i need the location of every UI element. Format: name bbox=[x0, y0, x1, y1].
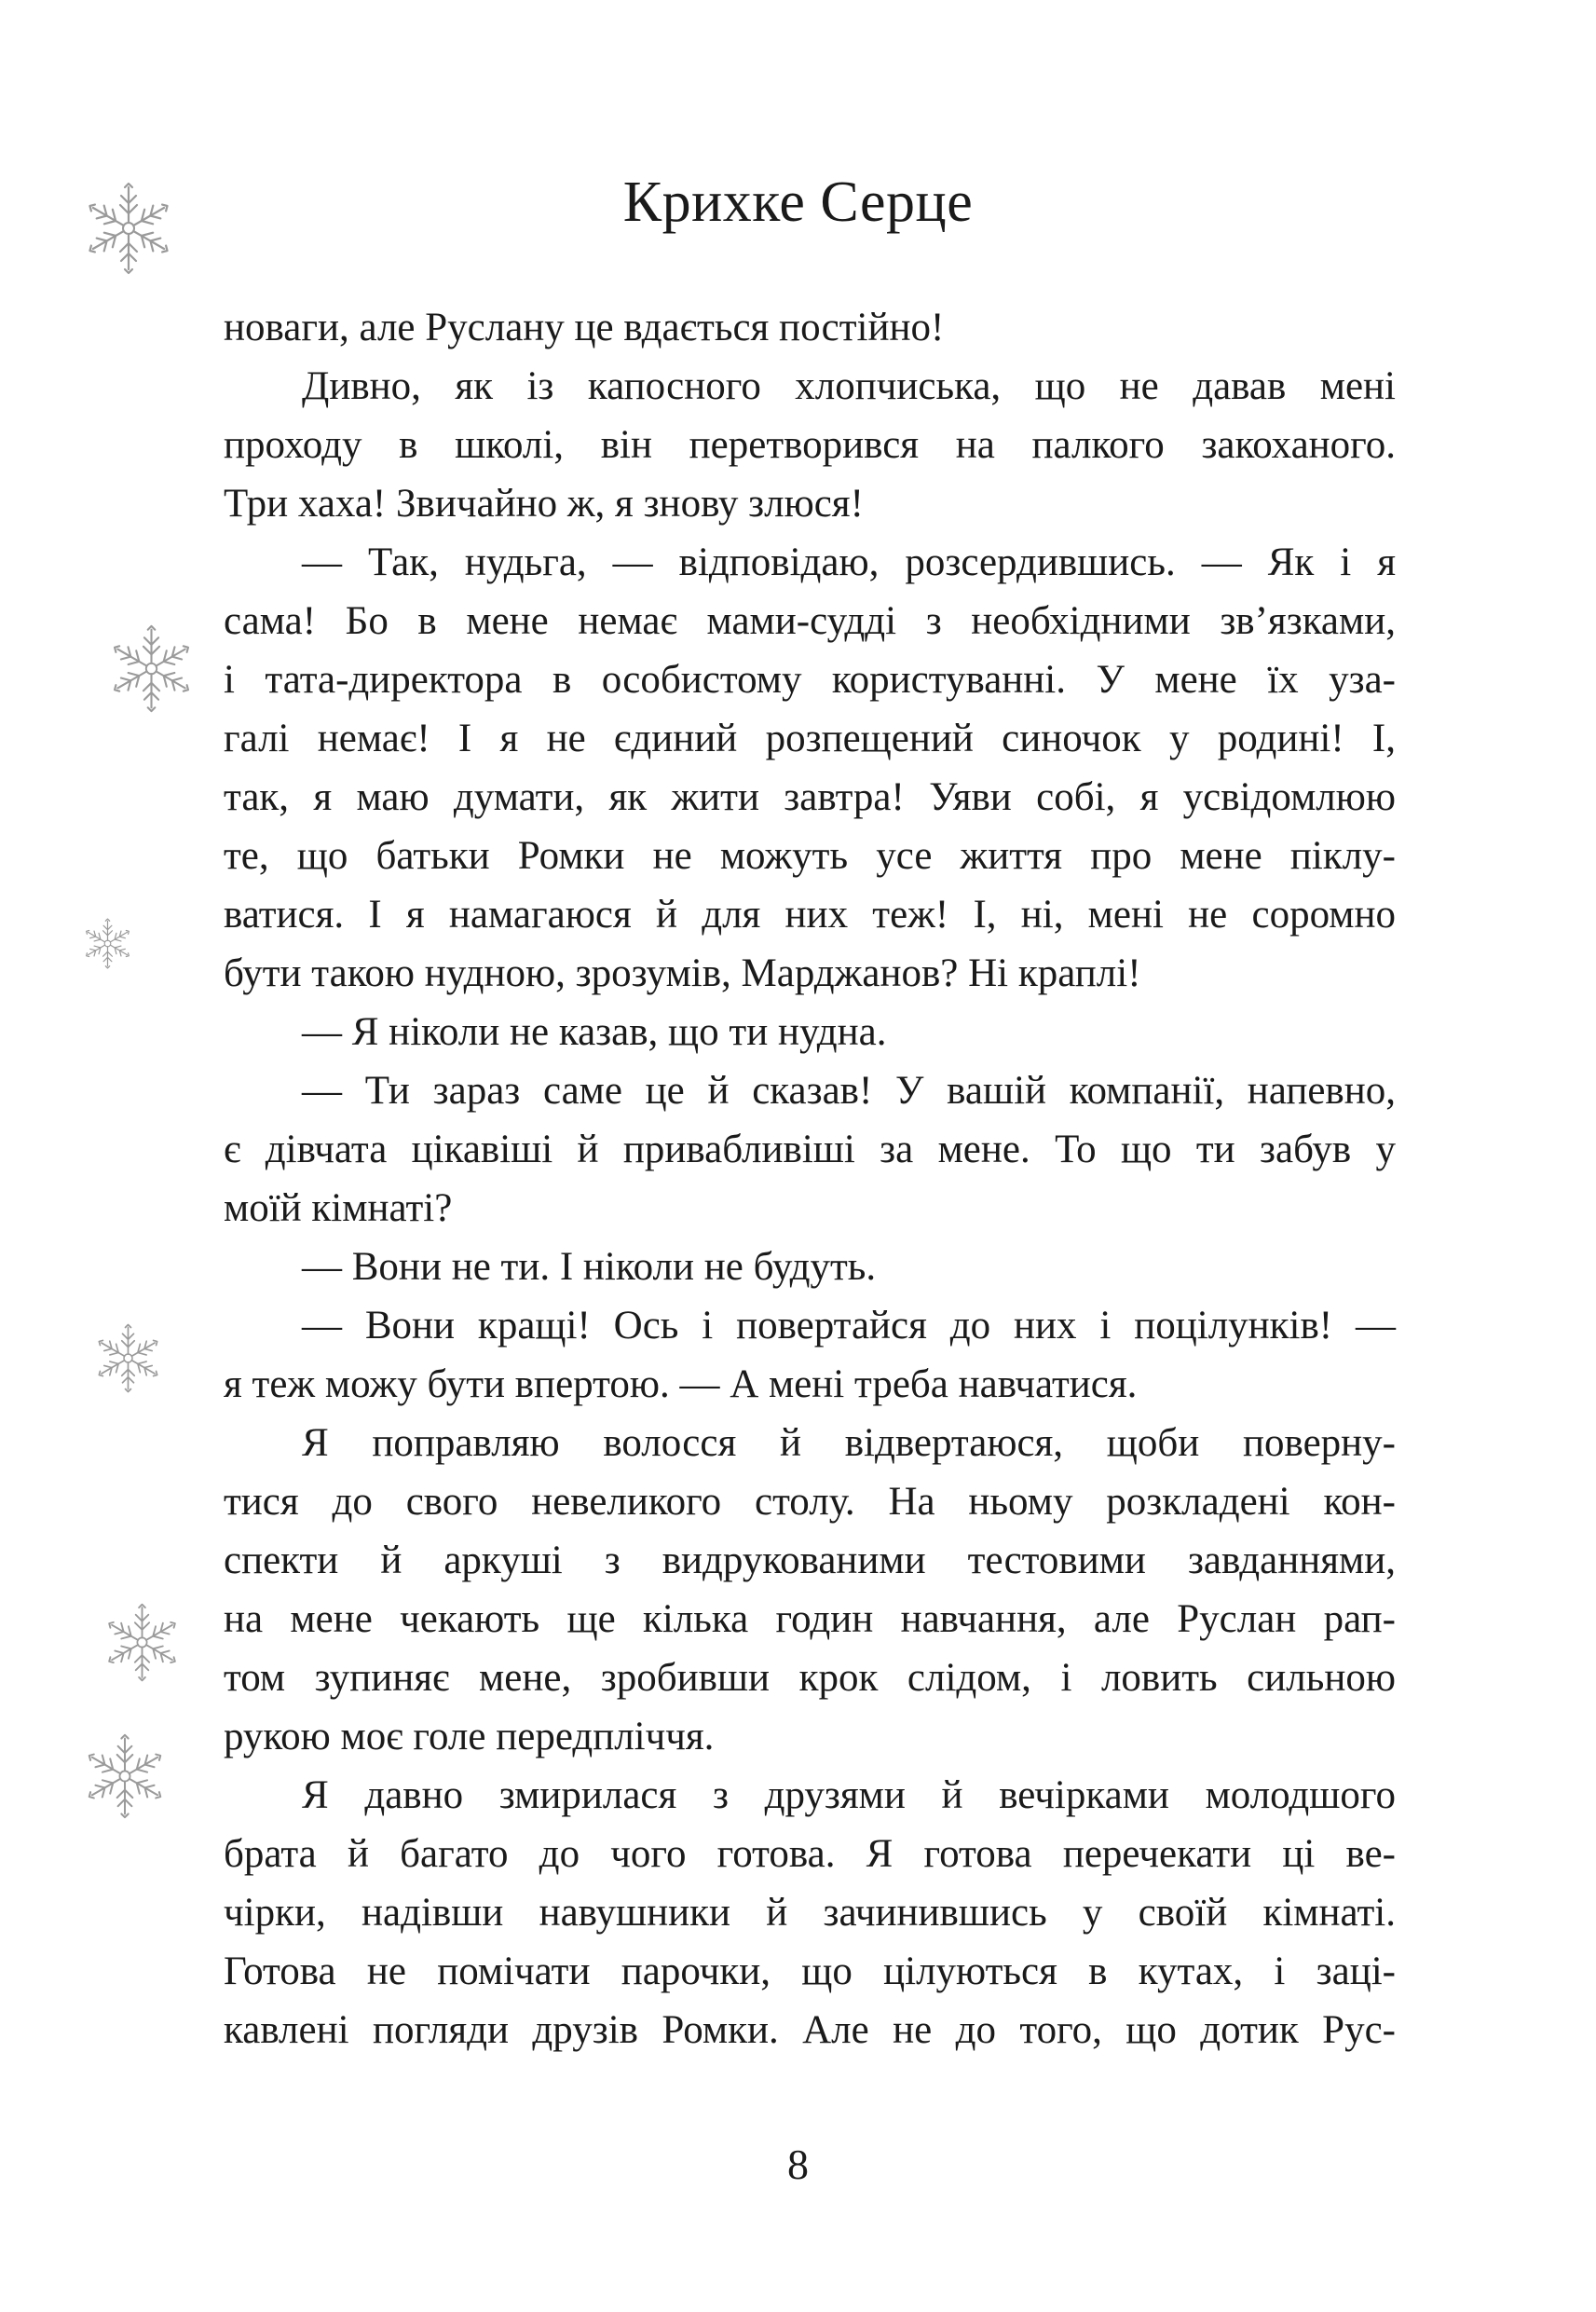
text-line: — Так, нудьга, — відповідаю, розсердившись. — Як і я bbox=[302, 540, 1396, 584]
text-line: кавлені погляди друзів Ромки. Але не до того, що дотик Рус- bbox=[224, 2008, 1396, 2052]
snowflake-icon bbox=[82, 1733, 168, 1819]
page-number: 8 bbox=[787, 2141, 809, 2188]
page-title: Крихке Серце bbox=[622, 171, 974, 234]
text-line: — Вони не ти. І ніколи не будуть. bbox=[302, 1245, 877, 1289]
text-line: новаги, але Руслану це вдається постійно! bbox=[224, 306, 945, 349]
text-line: том зупиняє мене, зробивши крок слідом, і ловить сильною bbox=[224, 1656, 1396, 1700]
text-line: і тата-директора в особистому користуванні. У мене їх уза- bbox=[224, 658, 1396, 702]
snowflake-icon bbox=[82, 182, 175, 275]
snowflake-icon bbox=[82, 918, 133, 969]
text-line: Дивно, як із капосного хлопчиська, що не давав мені bbox=[302, 364, 1396, 408]
text-line: тися до свого невеликого столу. На ньому розкладені кон- bbox=[224, 1480, 1396, 1524]
text-line: — Вони кращі! Ось і повертайся до них і поцілунків! — bbox=[302, 1304, 1396, 1348]
text-line: ватися. І я намагаюся й для них теж! І, ні, мені не соромно bbox=[224, 893, 1396, 937]
snowflake-icon bbox=[102, 1603, 182, 1682]
text-line: я теж можу бути впертою. — А мені треба навчатися. bbox=[224, 1362, 1138, 1406]
text-line: те, що батьки Ромки не можуть усе життя про мене піклу- bbox=[224, 834, 1396, 878]
text-line: так, я маю думати, як жити завтра! Уяви собі, я усвідомлюю bbox=[224, 775, 1396, 819]
text-line: моїй кімнаті? bbox=[224, 1186, 453, 1230]
text-line: — Ти зараз саме це й сказав! У вашій компанії, напевно, bbox=[302, 1069, 1396, 1113]
text-line: бути такою нудною, зрозумів, Марджанов? Ні краплі! bbox=[224, 951, 1141, 995]
text-line: Три хаха! Звичайно ж, я знову злюся! bbox=[224, 482, 864, 526]
text-line: спекти й аркуші з видрукованими тестовими завданнями, bbox=[224, 1539, 1396, 1582]
body-text bbox=[224, 298, 1396, 2059]
snowflake-icon bbox=[107, 624, 196, 713]
text-line: Я поправляю волосся й відвертаюся, щоби поверну- bbox=[302, 1421, 1396, 1465]
text-line: чірки, надівши навушники й зачинившись у своїй кімнаті. bbox=[224, 1891, 1396, 1935]
text-line: Готова не помічати парочки, що цілуються в кутах, і заці- bbox=[224, 1949, 1396, 1993]
text-line: брата й багато до чого готова. Я готова перечекати ці ве- bbox=[224, 1832, 1396, 1876]
text-line: проходу в школі, він перетворився на палкого закоханого. bbox=[224, 423, 1396, 467]
text-line: — Я ніколи не казав, що ти нудна. bbox=[302, 1010, 887, 1054]
text-line: сама! Бо в мене немає мами-судді з необхідними зв’язками, bbox=[224, 599, 1396, 643]
text-line: Я давно змирилася з друзями й вечірками молодшого bbox=[302, 1773, 1396, 1817]
text-line: галі немає! І я не єдиний розпещений синочок у родині! І, bbox=[224, 717, 1396, 760]
snowflake-icon bbox=[93, 1323, 163, 1393]
text-line: є дівчата цікавіші й привабливіші за мене. То що ти забув у bbox=[224, 1128, 1396, 1171]
text-line: на мене чекають ще кілька годин навчання, але Руслан рап- bbox=[224, 1597, 1396, 1641]
text-line: рукою моє голе передпліччя. bbox=[224, 1715, 715, 1758]
